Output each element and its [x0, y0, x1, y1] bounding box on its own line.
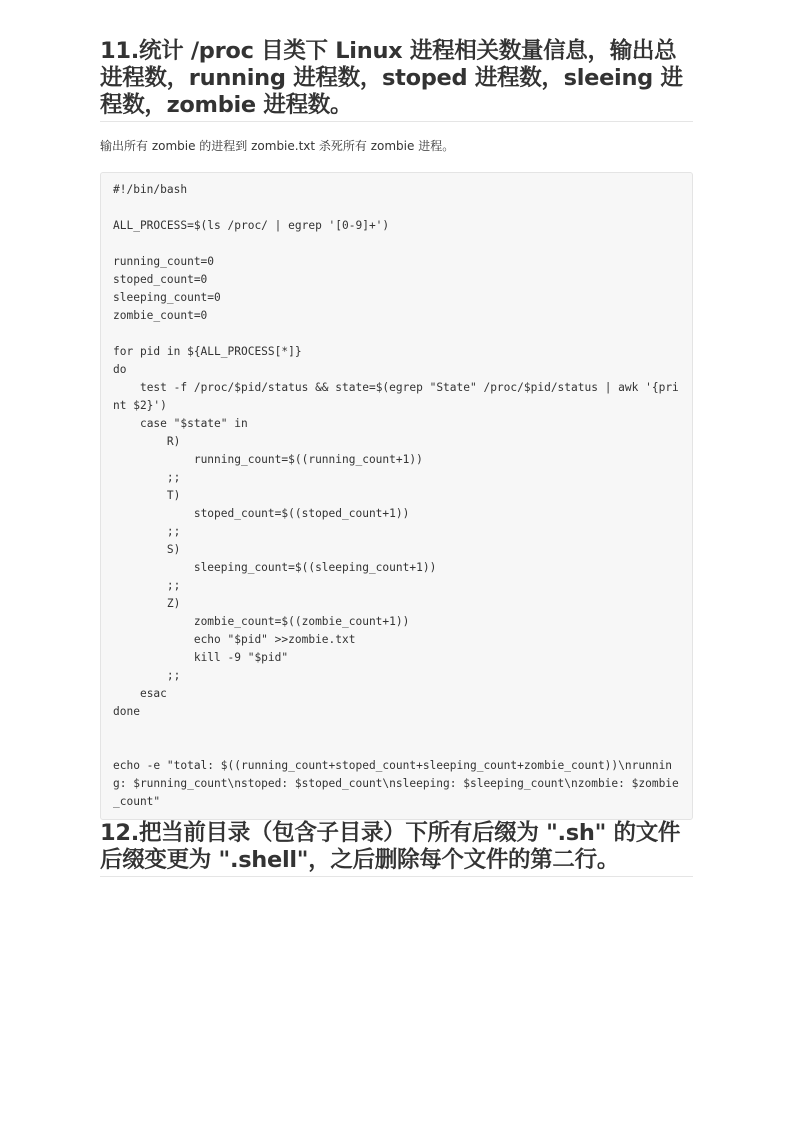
section-12-heading: 12.把当前目录（包含子目录）下所有后缀为 ".sh" 的文件后缀变更为 ".shell"，之后删除每个文件的第二行。	[100, 820, 693, 877]
code-block	[100, 172, 693, 820]
document-page	[100, 38, 693, 877]
section-11-description: 输出所有 zombie 的进程到 zombie.txt 杀死所有 zombie 进程。	[100, 139, 455, 153]
bash-script-code: #!/bin/bash ALL_PROCESS=$(ls /proc/ | egrep '[0-9]+') running_count=0 stoped_count=0 sleeping_count=0 zombie_count=0 for pid in ${ALL_PROCESS[*]} do test -f /proc/$pid/status && state=$(egrep "State" /proc/$pid/status | awk '{print $2}') case "$state" in R) running_count=$((running_count+1)) ;; T) stoped_count=$((stoped_count+1)) ;; S) sleeping_count=$((sleeping_count+1)) ;; Z) zombie_count=$((zombie_count+1)) echo "$pid" >>zombie.txt kill -9 "$pid" ;; esac done echo -e "total: $((running_count+stoped_count+sleeping_count+zombie_count))\nrunning: $running_count\nstoped: $stoped_count\nsleeping: $sleeping_count\nzombie: $zombie_count"	[113, 183, 679, 808]
section-11-heading: 11.统计 /proc 目类下 Linux 进程相关数量信息，输出总进程数，running 进程数，stoped 进程数，sleeing 进程数，zombie 进程数。	[100, 38, 693, 122]
